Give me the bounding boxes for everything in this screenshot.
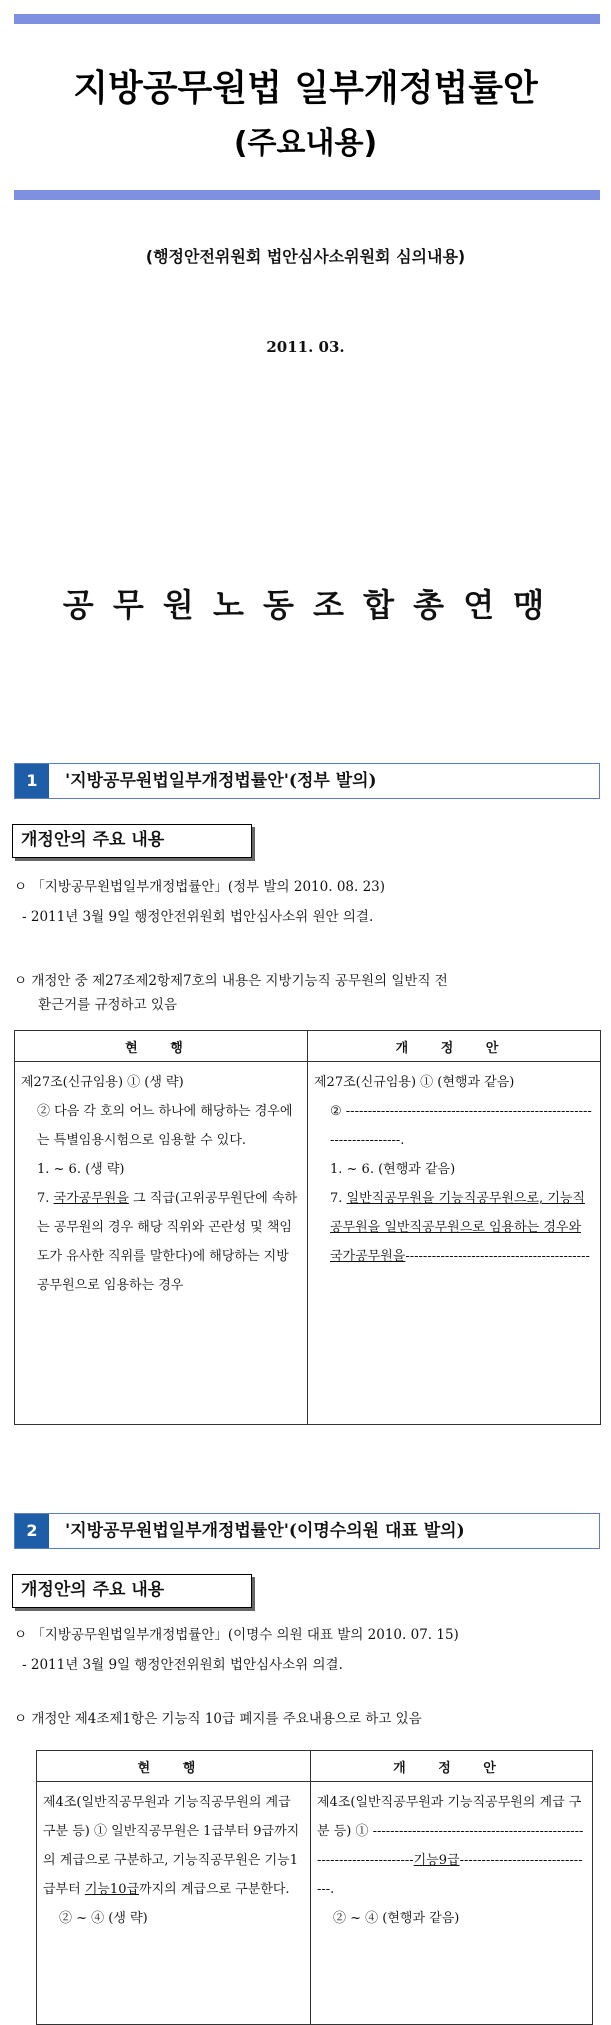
page-title-sub: (주요내용): [233, 126, 378, 161]
article: 제4조(일반직공무원과 기능직공무원의 계급 구분 등) ① 일반직공무원은 1급부터 9급까지의 계급으로 구분하고, 기능직공무원은 기능1급부터: [43, 1795, 300, 1897]
header-amendment: 개 정 안: [308, 1031, 601, 1062]
comparison-table-1: [14, 1030, 601, 1425]
top-rule: [14, 14, 600, 24]
header-amendment: 개 정 안: [311, 1751, 593, 1782]
amendment-text: [311, 1782, 593, 2025]
header-current: 현 행: [15, 1031, 308, 1062]
clause: ② ~ ④ (현행과 같음): [333, 1911, 460, 1926]
section-number: 1: [15, 764, 49, 798]
bullet: ㅇ 개정안 제4조제1항은 기능직 10급 폐지를 주요내용으로 하고 있음: [14, 1711, 422, 1727]
sub-bullet: - 2011년 3월 9일 행정안전위원회 법안심사소위 의결.: [22, 1657, 343, 1673]
section-number: 2: [15, 1514, 49, 1548]
article: 제27조(신규임용) ① (생 략): [21, 1075, 184, 1090]
bullet-cont: 환근거를 규정하고 있음: [38, 997, 177, 1013]
bullet: ㅇ 개정안 중 제27조제2항제7호의 내용은 지방기능직 공무원의 일반직 전: [14, 973, 448, 989]
article: 제4조(일반직공무원과 기능직공무원의 계급 구분 등) ① ----------------------------------------------------------------------: [317, 1795, 584, 1868]
date: 2011. 03.: [266, 338, 345, 356]
page-title: 지방공무원법 일부개정법률안: [73, 68, 538, 109]
bottom-rule: [14, 190, 600, 200]
article-cont: -------------------------------.: [317, 1853, 583, 1897]
comparison-table-2: [36, 1750, 593, 2025]
item-no: 7.: [330, 1191, 347, 1206]
subtitle: (행정안전위원회 법안심사소위원회 심의내용): [145, 247, 466, 266]
item-text: ------------------------------------------: [405, 1249, 590, 1264]
organization: 공 무 원 노 동 조 합 총 연 맹: [62, 586, 549, 624]
article: 제27조(신규임용) ① (현행과 같음): [314, 1075, 515, 1090]
clause: ② 다음 각 호의 어느 하나에 해당하는 경우에는 특별임용시험으로 임용할 수 있다.: [37, 1104, 293, 1148]
bullet: ㅇ 「지방공무원법일부개정법률안」(정부 발의 2010. 08. 23): [14, 879, 386, 895]
item-no: 7.: [37, 1191, 54, 1206]
clause: 1. ~ 6. (현행과 같음): [330, 1162, 456, 1177]
section-2-header: [14, 1513, 600, 1549]
sub-bullet: - 2011년 3월 9일 행정안전위원회 법안심사소위 원안 의결.: [22, 909, 374, 925]
section-1-header: [14, 763, 600, 799]
amendment-text: [308, 1062, 601, 1425]
underlined-text: 기능10급: [84, 1882, 140, 1897]
article-cont: 까지의 계급으로 구분한다.: [139, 1882, 290, 1897]
underlined-text: 기능9급: [413, 1853, 460, 1868]
item-text: 그 직급(고위공무원단에 속하는 공무원의 경우 해당 직위와 곤란성 및 책임도가 유사한 직위를 말한다)에 해당하는 지방공무원으로 임용하는 경우: [37, 1191, 298, 1293]
section-2-tag: 개정안의 주요 내용: [12, 1574, 252, 1608]
current-text: [15, 1062, 308, 1425]
section-1-tag: 개정안의 주요 내용: [12, 824, 252, 858]
header-current: 현 행: [37, 1751, 311, 1782]
underlined-text: 일반직공무원을 기능직공무원으로, 기능직공무원을 일반직공무원으로 임용하는 경우와 국가공무원을: [330, 1191, 585, 1264]
clause: ② ~ ④ (생 략): [59, 1911, 148, 1926]
clause: 1. ~ 6. (생 략): [37, 1162, 125, 1177]
bullet: ㅇ 「지방공무원법일부개정법률안」(이명수 의원 대표 발의 2010. 07. 15): [14, 1627, 459, 1643]
section-title: '지방공무원법일부개정법률안'(정부 발의): [65, 771, 377, 791]
section-title: '지방공무원법일부개정법률안'(이명수의원 대표 발의): [65, 1521, 465, 1541]
underlined-text: 국가공무원을: [53, 1191, 129, 1206]
clause: ② ------------------------------------------------------------------------.: [330, 1104, 592, 1148]
current-text: [37, 1782, 311, 2025]
